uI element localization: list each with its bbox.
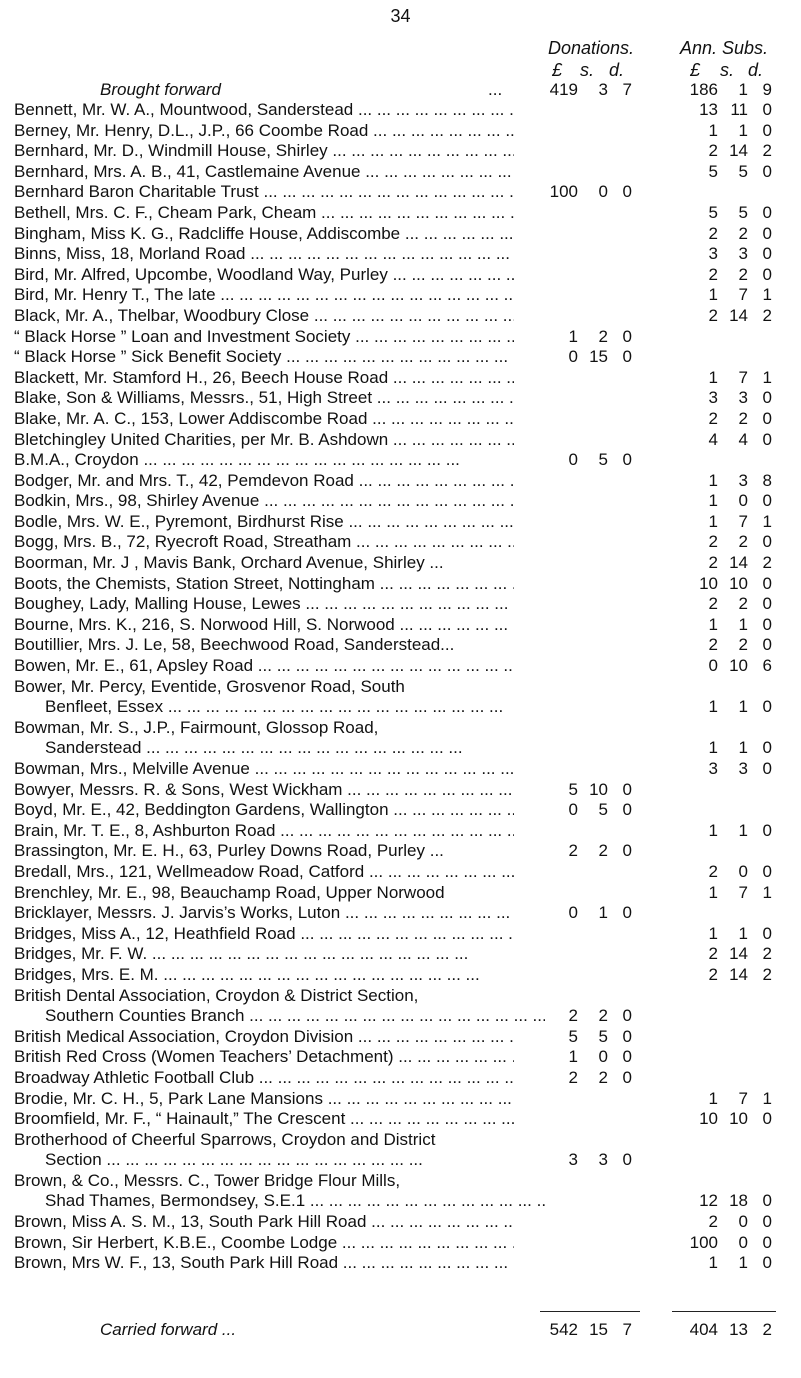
amount-cell: 0 [762,614,772,634]
amount-cell: 11 [730,100,748,119]
list-item [0,368,801,389]
list-item [0,100,801,121]
amount-cell: 14 [729,553,748,573]
list-item [0,1068,801,1089]
amount-cell: 1 [762,882,772,902]
amount-cell: 5 [708,161,718,181]
entry-name: Boorman, Mr. J , Mavis Bank, Orchard Avenue, Shirley ... [14,553,444,573]
amount-cell: 0 [622,450,632,470]
amount-cell: 6 [762,656,772,676]
list-item [0,1027,801,1048]
entry-name: Sanderstead ... . [45,738,545,759]
list-item [0,203,801,224]
amount-cell: 4 [738,429,748,449]
amount-cell: 12 [699,1191,718,1211]
list-item [0,986,801,1007]
amount-cell: 0 [762,820,772,840]
amount-cell: 5 [568,779,578,799]
amount-cell: 0 [762,861,772,881]
list-item [0,1109,801,1130]
entry-name: Bredall, Mrs., 121, Wellmeadow Road, Catford ... ... . [14,862,514,883]
entry-name: Blake, Son & Williams, Messrs., 51, High Street ... ... . [14,388,514,409]
list-item [0,285,801,306]
amount-cell: 3 [738,759,748,778]
amount-cell: 2 [598,841,608,861]
amount-cell: 1 [598,903,608,923]
amount-cell: 1 [568,326,578,346]
entry-name: Brassington, Mr. E. H., 63, Purley Downs Road, Purley ... [14,841,444,861]
entry-name: Brown, Mrs W. F., 13, South Park Hill Road ... . [14,1253,514,1274]
list-item [0,409,801,430]
amount-cell: 7 [622,80,632,99]
list-item [0,800,801,821]
amount-cell: 0 [762,100,772,119]
amount-cell: 1 [738,80,748,99]
donations-heading: Donations. [548,38,635,58]
amount-cell: 404 [689,1320,718,1339]
list-item [0,491,801,512]
amount-cell: 2 [762,1320,772,1339]
entry-name: B.M.A., Croydon ... . [14,450,514,471]
subscriber-list [0,80,801,1274]
amount-cell: 0 [762,738,772,758]
list-item [0,471,801,492]
amount-cell: 7 [738,285,748,305]
entry-name: Bernhard Baron Charitable Trust ... . [14,182,514,203]
amount-cell: 0 [762,429,772,449]
amount-cell: 1 [568,1047,578,1067]
amount-cell: 0 [622,841,632,861]
amount-cell: 18 [729,1191,748,1211]
entry-name: Section ... . [45,1150,545,1171]
list-item [0,821,801,842]
amount-cell: 7 [738,1088,748,1108]
amount-cell: 2 [568,1067,578,1087]
amount-cell: 0 [762,264,772,284]
amount-cell: 0 [738,491,748,511]
amount-cell: 5 [568,1026,578,1046]
amount-cell: 0 [622,779,632,799]
list-item [0,759,801,780]
amount-cell: 2 [708,594,718,614]
list-item [0,635,801,656]
amount-cell: 3 [738,470,748,490]
amount-cell: 2 [708,944,718,964]
amount-cell: 419 [549,80,578,99]
amount-cell: 2 [738,223,748,243]
amount-cell: 7 [738,882,748,902]
amount-cell: 13 [699,100,718,119]
list-item [0,327,801,348]
amount-cell: 14 [729,141,748,161]
amount-cell: 2 [708,408,718,428]
entry-name: Shad Thames, Bermondsey, S.E.1 ... . [45,1191,545,1212]
entry-name: Black, Mr. A., Thelbar, Woodbury Close ... ... . [14,306,514,327]
donations-total-rule [540,1311,640,1312]
entry-name: Bowman, Mr. S., J.P., Fairmount, Glossop Road, [14,717,379,737]
entry-name: Binns, Miss, 18, Morland Road ... . [14,244,514,265]
amount-cell: 0 [762,202,772,222]
amount-cell: 7 [738,511,748,531]
list-item [0,1191,801,1212]
list-item [0,224,801,245]
list-item [0,965,801,986]
donations-shilling-unit: s. [580,60,595,80]
entry-name: Brodie, Mr. C. H., 5, Park Lane Mansions ... . [14,1089,514,1110]
entry-name: Bridges, Mr. F. W. ... . [14,944,514,965]
amount-cell: 0 [738,1232,748,1252]
amount-cell: 2 [738,408,748,428]
amount-cell: 0 [762,635,772,655]
amount-cell: 3 [708,244,718,264]
amount-cell: 0 [568,800,578,820]
entry-name: British Dental Association, Croydon & District Section, [14,985,419,1005]
amount-cell: 2 [708,635,718,655]
entry-name: Brown, Sir Herbert, K.B.E., Coombe Lodge ... . [14,1233,514,1254]
entry-name: Bodle, Mrs. W. E., Pyremont, Birdhurst Rise ... . [14,512,514,533]
amount-cell: 542 [549,1320,578,1339]
list-item [0,1006,801,1027]
amount-cell: 7 [738,367,748,387]
list-item [0,553,801,574]
amount-cell: 0 [598,1047,608,1067]
entry-name: British Red Cross (Women Teachers’ Detachment) ... . [14,1047,514,1068]
amount-cell: 2 [708,861,718,881]
entry-name: Bowyer, Messrs. R. & Sons, West Wickham ... . [14,780,514,801]
list-item [0,656,801,677]
amount-cell: 10 [589,779,608,799]
amount-cell: 2 [762,944,772,964]
entry-name: “ Black Horse ” Sick Benefit Society ... . [14,347,514,368]
list-item [0,265,801,286]
amount-cell: 100 [689,1232,718,1252]
amount-cell: 1 [708,614,718,634]
amount-cell: 0 [762,573,772,593]
amount-cell: 1 [738,923,748,943]
amount-cell: 2 [762,553,772,573]
amount-cell: 8 [762,470,772,490]
amount-cell: 0 [762,923,772,943]
list-item [0,594,801,615]
amount-cell: 1 [708,820,718,840]
amount-cell: 10 [699,1109,718,1129]
amount-cell: 0 [762,697,772,717]
amount-cell: 1 [738,820,748,840]
entry-name: Bodkin, Mrs., 98, Shirley Avenue ... ... . [14,491,514,512]
amount-cell: 3 [738,388,748,408]
amount-cell: 0 [622,347,632,367]
donations-pence-unit: d. [609,60,625,80]
amount-cell: 0 [568,347,578,367]
list-item [0,615,801,636]
list-item [0,924,801,945]
amount-cell: 0 [762,1191,772,1211]
entry-name: Bodger, Mr. and Mrs. T., 42, Pemdevon Road ... . [14,471,514,492]
amount-cell: 0 [762,491,772,511]
subs-pence-unit: d. [748,60,764,80]
list-item [0,1212,801,1233]
amount-cell: 0 [762,1109,772,1129]
list-item [0,1089,801,1110]
entry-name: Brain, Mr. T. E., 8, Ashburton Road ... . [14,821,514,842]
amount-cell: 14 [729,964,748,984]
entry-name: Benfleet, Essex ... ... . [45,697,545,718]
amount-cell: 2 [708,553,718,573]
entry-name: Brotherhood of Cheerful Sparrows, Croydon and District [14,1129,436,1149]
amount-cell: 0 [762,532,772,552]
amount-cell: 0 [708,656,718,676]
amount-cell: 2 [568,841,578,861]
amount-cell: 0 [598,182,608,202]
subs-heading: Ann. Subs. [680,38,769,58]
amount-cell: 3 [708,388,718,408]
amount-cell: 2 [598,1006,608,1026]
entry-name: Broadway Athletic Football Club ... ... . [14,1068,514,1089]
amount-cell: 2 [708,264,718,284]
entry-name: Bowman, Mrs., Melville Avenue ... . [14,759,514,780]
amount-cell: 2 [708,532,718,552]
entry-name: Bridges, Mrs. E. M. ... . [14,965,514,986]
amount-cell: 0 [622,1006,632,1026]
subs-total-rule [672,1311,776,1312]
amount-cell: 1 [708,1088,718,1108]
amount-cell: 0 [762,1212,772,1232]
entry-name: Blake, Mr. A. C., 153, Lower Addiscombe Road ... ... . [14,409,514,430]
amount-cell: 2 [598,1067,608,1087]
list-item [0,1233,801,1254]
amount-cell: 3 [568,1150,578,1170]
amount-cell: 0 [622,1150,632,1170]
list-item [0,1171,801,1192]
amount-cell: 2 [762,141,772,161]
list-item [0,574,801,595]
amount-cell: 0 [738,861,748,881]
amount-cell: 1 [738,614,748,634]
entry-name: Brown, Miss A. S. M., 13, South Park Hill Road ... ... . [14,1212,514,1233]
amount-cell: 15 [589,1320,608,1339]
amount-cell: 0 [568,903,578,923]
amount-cell: 2 [708,1212,718,1232]
subs-shilling-unit: s. [720,60,735,80]
carried-forward-label: Carried forward ... [100,1320,237,1339]
amount-cell: 3 [598,1150,608,1170]
amount-cell: 1 [708,1253,718,1273]
entry-name: Boots, the Chemists, Station Street, Nottingham ... . [14,574,514,595]
amount-cell: 10 [729,1109,748,1129]
amount-cell: 2 [762,305,772,325]
amount-cell: 0 [622,326,632,346]
list-item [0,780,801,801]
amount-cell: 0 [762,161,772,181]
list-item [0,1253,801,1274]
amount-cell: 0 [762,244,772,264]
amount-cell: 2 [738,594,748,614]
list-item [0,306,801,327]
amount-cell: 1 [708,923,718,943]
amount-cell: 1 [762,285,772,305]
list-item [0,862,801,883]
amount-cell: 1 [708,120,718,140]
list-item [0,883,801,904]
amount-cell: 10 [729,573,748,593]
entry-name: Bricklayer, Messrs. J. Jarvis’s Works, Luton ... . [14,903,514,924]
entry-name: Bogg, Mrs. B., 72, Ryecroft Road, Streatham ... . [14,532,514,553]
amount-cell: 5 [738,202,748,222]
amount-cell: 1 [708,697,718,717]
list-item [0,430,801,451]
amount-cell: 3 [708,759,718,778]
subs-pound-unit: £ [690,60,701,80]
amount-cell: 0 [622,1067,632,1087]
amount-cell: 0 [622,1047,632,1067]
amount-cell: 0 [762,388,772,408]
list-item [0,1130,801,1151]
amount-cell: 1 [762,511,772,531]
entry-name: Bernhard, Mrs. A. B., 41, Castlemaine Avenue ... . [14,162,514,183]
entry-name: Bingham, Miss K. G., Radcliffe House, Addiscombe ... . [14,224,514,245]
list-item [0,182,801,203]
amount-cell: 1 [738,1253,748,1273]
list-item [0,450,801,471]
amount-cell: 15 [589,347,608,367]
entry-name: “ Black Horse ” Loan and Investment Society ... . [14,327,514,348]
list-item [0,903,801,924]
amount-cell: 1 [708,882,718,902]
page-number: 34 [390,6,411,26]
entry-name: Bernhard, Mr. D., Windmill House, Shirley ... . [14,141,514,162]
list-item [0,121,801,142]
amount-cell: 10 [699,573,718,593]
amount-cell: 0 [622,903,632,923]
amount-cell: 2 [762,964,772,984]
list-item [0,841,801,862]
amount-cell: 3 [738,244,748,264]
amount-cell: 0 [762,408,772,428]
amount-cell: 5 [598,800,608,820]
list-item [0,738,801,759]
entry-name: Blackett, Mr. Stamford H., 26, Beech House Road ... . [14,368,514,389]
list-item [0,1047,801,1068]
amount-cell: 0 [762,120,772,140]
amount-cell: 14 [729,944,748,964]
entry-name: British Medical Association, Croydon Division ... ... . [14,1027,514,1048]
list-item [0,697,801,718]
list-item [0,244,801,265]
list-item [0,718,801,739]
amount-cell: 1 [708,470,718,490]
amount-cell: 0 [622,182,632,202]
amount-cell: 7 [622,1320,632,1339]
amount-cell: 5 [598,1026,608,1046]
amount-cell: 0 [568,450,578,470]
amount-cell: 2 [598,326,608,346]
amount-cell: 1 [708,738,718,758]
amount-cell: 0 [738,1212,748,1232]
entry-name: Bowen, Mr. E., 61, Apsley Road ... . [14,656,514,677]
amount-cell: 0 [762,594,772,614]
entry-name: Brown, & Co., Messrs. C., Tower Bridge Flour Mills, [14,1170,401,1190]
entry-name: Broomfield, Mr. F., “ Hainault,” The Crescent ... ... . [14,1109,514,1130]
list-item [0,677,801,698]
amount-cell: 4 [708,429,718,449]
amount-cell: 2 [708,964,718,984]
amount-cell: 1 [708,511,718,531]
entry-name: Bower, Mr. Percy, Eventide, Grosvenor Road, South [14,676,405,696]
amount-cell: 5 [738,161,748,181]
entry-name: Boutillier, Mrs. J. Le, 58, Beechwood Road, Sanderstead... [14,635,455,655]
entry-name: Bird, Mr. Henry T., The late ... . [14,285,514,306]
amount-cell: 186 [689,80,718,99]
amount-cell: 14 [729,305,748,325]
amount-cell: 100 [549,182,578,202]
list-item [0,944,801,965]
amount-cell: 2 [738,264,748,284]
list-item [0,347,801,368]
entry-name: Bird, Mr. Alfred, Upcombe, Woodland Way, Purley ... . [14,265,514,286]
amount-cell: 13 [729,1320,748,1339]
list-item [0,388,801,409]
amount-cell: 1 [738,120,748,140]
amount-cell: 1 [738,697,748,717]
amount-cell: 0 [762,223,772,243]
donations-pound-unit: £ [552,60,563,80]
amount-cell: 2 [568,1006,578,1026]
list-item [0,1150,801,1171]
brought-forward-label: Brought forward [100,80,221,99]
list-item [0,162,801,183]
entry-name: Southern Counties Branch ... . [45,1006,545,1027]
amount-cell: 1 [738,738,748,758]
amount-cell: 5 [708,202,718,222]
amount-cell: 9 [762,80,772,99]
entry-name: Bridges, Miss A., 12, Heathfield Road ... . [14,924,514,945]
entry-name: Bletchingley United Charities, per Mr. B. Ashdown ... . [14,430,514,451]
amount-cell: 2 [738,532,748,552]
amount-cell: 1 [708,367,718,387]
brought-forward-row [0,80,801,101]
amount-cell: 2 [708,223,718,243]
entry-name: Boughey, Lady, Malling House, Lewes ... . [14,594,514,615]
amount-cell: 0 [762,759,772,778]
amount-cell: 0 [762,1253,772,1273]
brought-forward-dots: ... [488,80,503,99]
entry-name: Boyd, Mr. E., 42, Beddington Gardens, Wallington ... . [14,800,514,821]
amount-cell: 1 [708,491,718,511]
amount-cell: 1 [762,1088,772,1108]
amount-cell: 2 [708,305,718,325]
entry-name: Bethell, Mrs. C. F., Cheam Park, Cheam ... ... . [14,203,514,224]
amount-cell: 2 [708,141,718,161]
list-item [0,532,801,553]
amount-cell: 1 [708,285,718,305]
amount-cell: 1 [762,367,772,387]
amount-cell: 10 [729,656,748,676]
carried-forward-row [0,1318,801,1342]
entry-name: Brenchley, Mr. E., 98, Beauchamp Road, Upper Norwood [14,882,445,902]
list-item [0,141,801,162]
list-item [0,512,801,533]
amount-cell: 0 [622,1026,632,1046]
entry-name: Bennett, Mr. W. A., Mountwood, Sanderstead ... . [14,100,514,121]
amount-cell: 2 [738,635,748,655]
amount-cell: 0 [762,1232,772,1252]
amount-cell: 3 [598,80,608,99]
entry-name: Berney, Mr. Henry, D.L., J.P., 66 Coombe Road ... ... . [14,121,514,142]
amount-cell: 0 [622,800,632,820]
entry-name: Bourne, Mrs. K., 216, S. Norwood Hill, S. Norwood ... . [14,615,514,636]
amount-cell: 5 [598,450,608,470]
